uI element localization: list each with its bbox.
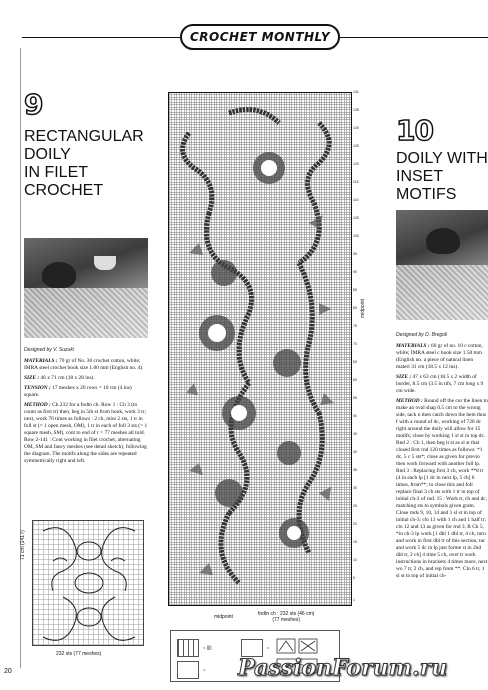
legend-label: = ||||: [203, 645, 212, 650]
title-line: CROCHET: [24, 182, 104, 199]
magazine-banner: CROCHET MONTHLY: [180, 24, 340, 50]
chart-midpoint-side: midpoint: [360, 299, 366, 318]
legend-label: =: [267, 645, 270, 650]
paragraph: METHOD : Round off the cor the linen to make an oval shap 0.5 cm to the wrong side, tack n then catch down the hem thus f with a round of dc, working of 720 dc right around the doily will allow for 15 motifs; close by working 1 sl st in top dc. Rnd 2 : Ch 1, then beg it st as sl st that closed first rnd 120 times as follows: *1 dc, 5 c 5 sts*; close as given for previo then work forward with another foll lp. Rnd 3 : Replacing first 3 ch, work **8 tr (4 in each lp [1 dc in next lp, 5 ch] 6 times, from**; to close this and foll replace final 3 ch sts with 1 tr in top of initial ch-3 of rnd. 15 : Work tr, ch and dc, matching sts to symbols given gram. Close rnds 9, 10, 14 and 1 sl st in top of initial ch-3; clo 11 with 1 ch and 1 half tr; clo 12 and 13 as given for rnd 3. R Ch 5, *in ch-3 lp work [1 dbl 1 dbl tr, 4 ch, turn and work in first dbl tr of this section, tur and work 5 dc in lp just forme st in 2nd dbl tr, 2 ch] 4 time 5 ch, over tr work instructions in brackets 4 times more, next wo 7 tr, 2 ch, and rep from **. Clo 6 tr, 1 sl st in top of initial ch-: [396, 398, 488, 579]
paragraph: SIZE : 47 x 63 cm (18.5 x 2 width of border, 8.5 cm (3.5 in tifs, 7 cm long x 9 cm wide.: [396, 374, 484, 394]
row-number: 5: [353, 576, 355, 580]
paragraph: SIZE : 46 x 71 cm (18 x 28 ins).: [24, 375, 95, 381]
page-number: 20: [4, 668, 12, 675]
doily-photo-right: [396, 210, 488, 320]
pattern-title-right: [396, 150, 488, 204]
row-number: 90: [353, 270, 357, 274]
doily-outline-diagram: [32, 520, 144, 646]
row-number: 80: [353, 306, 357, 310]
row-number: 115: [353, 180, 359, 184]
chart-width-label: fndtn ch : 232 sts (46 cm) (77 meshes): [258, 611, 315, 623]
title-line: MOTIFS: [396, 186, 457, 203]
lace-texture: [24, 288, 148, 338]
cup-shape: [94, 256, 116, 270]
row-number: 10: [353, 558, 357, 562]
row-number: 105: [353, 216, 359, 220]
page-edge-rule: [20, 48, 21, 668]
title-line: DOILY WITH: [396, 150, 488, 167]
row-number: 35: [353, 468, 357, 472]
row-number: 20: [353, 522, 357, 526]
title-line: DOILY: [24, 146, 71, 163]
chart-row-numbers: [353, 90, 365, 608]
teapot-shape: [426, 228, 460, 254]
legend-symbol: [177, 639, 199, 657]
row-number: 40: [353, 450, 357, 454]
row-number: 15: [353, 540, 357, 544]
paragraph: METHOD : Ch 232 for a fndtn ch. Row 1 : Ch 3 (to count as first tr) then, beg in 5th st from hook, work 3 tr; next, work 76 times as follows : 2 ch, miss 2 sts, 1 tr in foll st (= 1 open mesh, OM), 1 tr in each of foll 3 sts (= 1 square mesh, SM), cont to end of r = 77 meshes all told. Row 2-141 : Cont working in filet crochet, alternating OM, SM and fancy meshes (see detail sketch), following the diagram. The motifs along the sides are repeated symmetrically right and left.: [24, 402, 148, 464]
chart-midpoint-bottom: midpoint: [214, 614, 233, 620]
row-number: 95: [353, 252, 357, 256]
header-rule-right: [340, 37, 488, 38]
site-watermark: PassionForum.ru: [238, 655, 448, 681]
row-number: 25: [353, 504, 357, 508]
lace-texture: [396, 265, 488, 320]
instructions-left: [24, 358, 148, 468]
header-rule-left: [22, 37, 180, 38]
title-line: RECTANGULAR: [24, 128, 144, 145]
pattern-number-right: 10: [396, 114, 433, 147]
row-number: 120: [353, 162, 359, 166]
row-number: 125: [353, 144, 359, 148]
pattern-number-left: 9: [24, 88, 43, 121]
row-number: 85: [353, 288, 357, 292]
row-number: 65: [353, 360, 357, 364]
row-number: 70: [353, 342, 357, 346]
teapot-shape: [42, 262, 76, 288]
designer-caption-right: Designed by D. Bregoli: [396, 332, 448, 338]
diagram-width-label: 232 sts (77 meshes): [56, 651, 102, 657]
legend-label: =: [203, 667, 206, 672]
row-number: 45: [353, 432, 357, 436]
row-number: 1: [353, 598, 355, 602]
paragraph: MATERIALS : 70 gr of No. 30 crochet cotton, white; IMRA steel crochet book size 1.00 mm (English no. 4).: [24, 358, 144, 371]
designer-caption-left: Designed by V. Suzuki: [24, 347, 74, 353]
filet-motif-svg: [169, 93, 352, 606]
row-number: 50: [353, 414, 357, 418]
title-line: INSET: [396, 168, 444, 185]
filet-chart: [168, 92, 352, 606]
title-line: IN FILET: [24, 164, 89, 181]
instructions-right: [396, 343, 488, 583]
row-number: 100: [353, 234, 359, 238]
doily-photo-left: [24, 238, 148, 338]
pattern-title-left: [24, 128, 154, 200]
row-number: 141: [353, 90, 359, 94]
row-number: 75: [353, 324, 357, 328]
row-number: 60: [353, 378, 357, 382]
paragraph: MATERIALS : 60 gr of no. 10 c cotton, white; IMRA steel c hook size 1.50 mm (English no. a piece of natural linen materi 31 cm (18.5 x 12 ins).: [396, 343, 483, 370]
row-number: 55: [353, 396, 357, 400]
row-number: 30: [353, 486, 357, 490]
paragraph: TENSION : 17 meshes x 20 rows = 10 cm (4 ins) square.: [24, 385, 132, 398]
legend-symbol: [177, 661, 199, 679]
row-number: 135: [353, 108, 359, 112]
row-number: 110: [353, 198, 359, 202]
row-number: 130: [353, 126, 359, 130]
diagram-height-label: 71 cm (141 r): [20, 530, 26, 560]
motif-outline-svg: [33, 521, 145, 647]
